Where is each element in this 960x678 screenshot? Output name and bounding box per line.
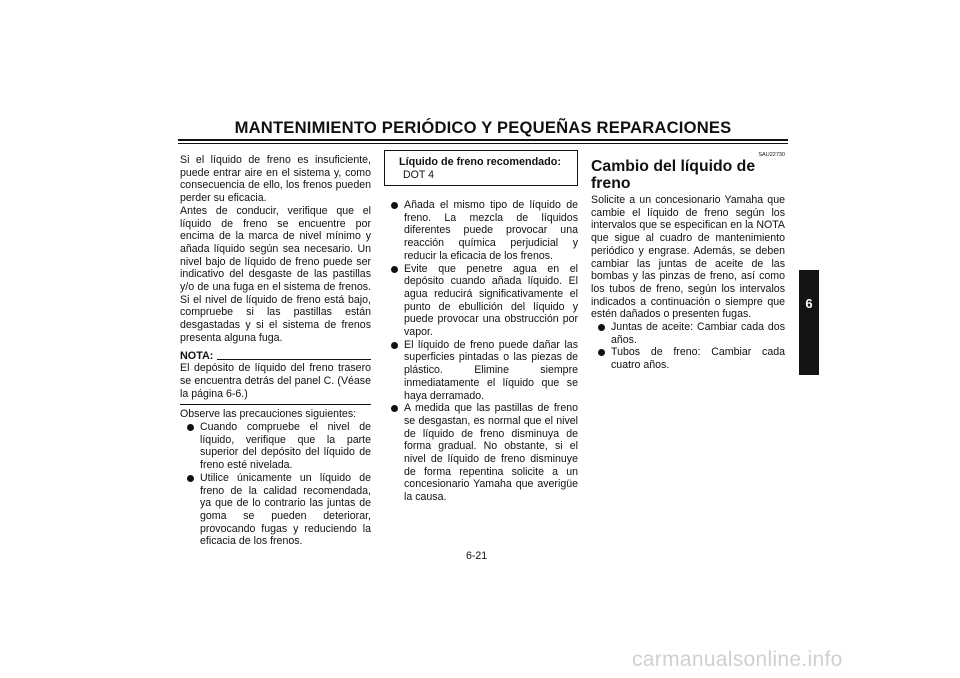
list-item [591, 321, 785, 346]
nota-rule-top [217, 359, 371, 360]
watermark: carmanualsonline.info [632, 648, 843, 671]
precautions-intro: Observe las precauciones siguientes: [180, 408, 357, 421]
bullet-icon [598, 349, 605, 356]
list-item-text: Añada el mismo tipo de líquido de freno. La mezcla de líquidos diferentes puede provocar una reacción química perjudicial y reducir la eficacia de los frenos. [404, 199, 578, 262]
header-rule [178, 139, 788, 141]
nota-rule-bottom [180, 404, 371, 405]
nota-text: El depósito de líquido del freno trasero se encuentra detrás del panel C. (Véase la página 6-6.) [180, 362, 371, 400]
list-item-text: A medida que las pastillas de freno se desgastan, es normal que el nivel de líquido de freno disminuya de forma gradual. No obstante, si el nivel de líquido de freno disminuye de forma repentina solicite a un concesionario Yamaha que averigüe la causa. [404, 402, 578, 504]
bullet-icon [391, 342, 398, 349]
page-number: 6-21 [466, 550, 488, 562]
chapter-tab [799, 270, 819, 375]
recommended-fluid-title: Líquido de freno recomendado: [399, 156, 561, 168]
bullet-icon [391, 266, 398, 273]
bullet-icon [187, 475, 194, 482]
list-item [591, 346, 785, 371]
check-level-paragraph: Antes de conducir, verifique que el líquido de freno se encuentre por encima de la marca de nivel mínimo y añada líquido según sea necesario. Un nivel bajo de líquido de freno puede ser indicativo del desgaste de las pastillas y/o de una fuga en el sistema de frenos. Si el nivel de líquido de freno está bajo, compruebe si las pastillas están desgastadas y si el sistema de frenos presenta alguna fuga. [180, 204, 371, 344]
bullet-icon [598, 324, 605, 331]
fluid-precautions-list [384, 199, 578, 504]
recommended-fluid-box [384, 150, 578, 186]
list-item-text: El líquido de freno puede dañar las superficies pintadas o las piezas de plástico. Elimine siempre inmediatamente el líquido que se haya derramado. [404, 338, 578, 402]
list-item [180, 421, 371, 472]
list-item-text: Utilice únicamente un líquido de freno de la calidad recomendada, ya que de lo contrario las juntas de goma se pueden deteriorar, provocando fugas y reduciendo la eficacia de los frenos. [200, 471, 371, 548]
section-code: SAU22730 [758, 152, 785, 158]
list-item [384, 263, 578, 339]
list-item [384, 199, 578, 263]
nota-header [180, 350, 371, 363]
bullet-icon [391, 405, 398, 412]
list-item [384, 402, 578, 504]
list-item [180, 472, 371, 548]
list-item-text: Cuando compruebe el nivel de líquido, verifique que la parte superior del depósito del líquido de freno esté nivelada. [200, 421, 371, 472]
list-item-text: Evite que penetre agua en el depósito cuando añada líquido. El agua reducirá significativamente el punto de ebullición del líquido y puede provocar una obstrucción por vapor. [404, 262, 578, 339]
page-title: MANTENIMIENTO PERIÓDICO Y PEQUEÑAS REPARACIONES [234, 118, 732, 137]
list-item-text: Tubos de freno: Cambiar cada cuatro años. [611, 346, 785, 372]
list-item-text: Juntas de aceite: Cambiar cada dos años. [611, 321, 785, 346]
bullet-icon [187, 424, 194, 431]
precautions-list [180, 421, 371, 548]
intro-paragraph: Si el líquido de freno es insuficiente, puede entrar aire en el sistema y, como consecuencia de ello, los frenos pueden perder su eficacia. [180, 154, 371, 205]
list-item [384, 339, 578, 403]
section-paragraph: Solicite a un concesionario Yamaha que cambie el líquido de freno según los intervalos que se especifican en la NOTA que sigue al cuadro de mantenimiento periódico y engrase. Además, se deben cambiar las juntas de aceite de las bombas y las pinzas de freno, así como los tubos de freno, según los intervalos indicados a continuación o siempre que estén dañados o presenten fugas. [591, 194, 785, 321]
section-title: Cambio del líquido de freno [591, 158, 756, 192]
column-middle [384, 150, 578, 504]
header-rule-thin [178, 143, 788, 144]
nota-label: NOTA: [180, 349, 214, 362]
recommended-fluid-value: DOT 4 [403, 168, 435, 181]
chapter-tab-number: 6 [805, 296, 813, 311]
bullet-icon [391, 202, 398, 209]
column-right [591, 152, 785, 372]
column-left [180, 154, 371, 548]
replacement-intervals-list [591, 321, 785, 372]
